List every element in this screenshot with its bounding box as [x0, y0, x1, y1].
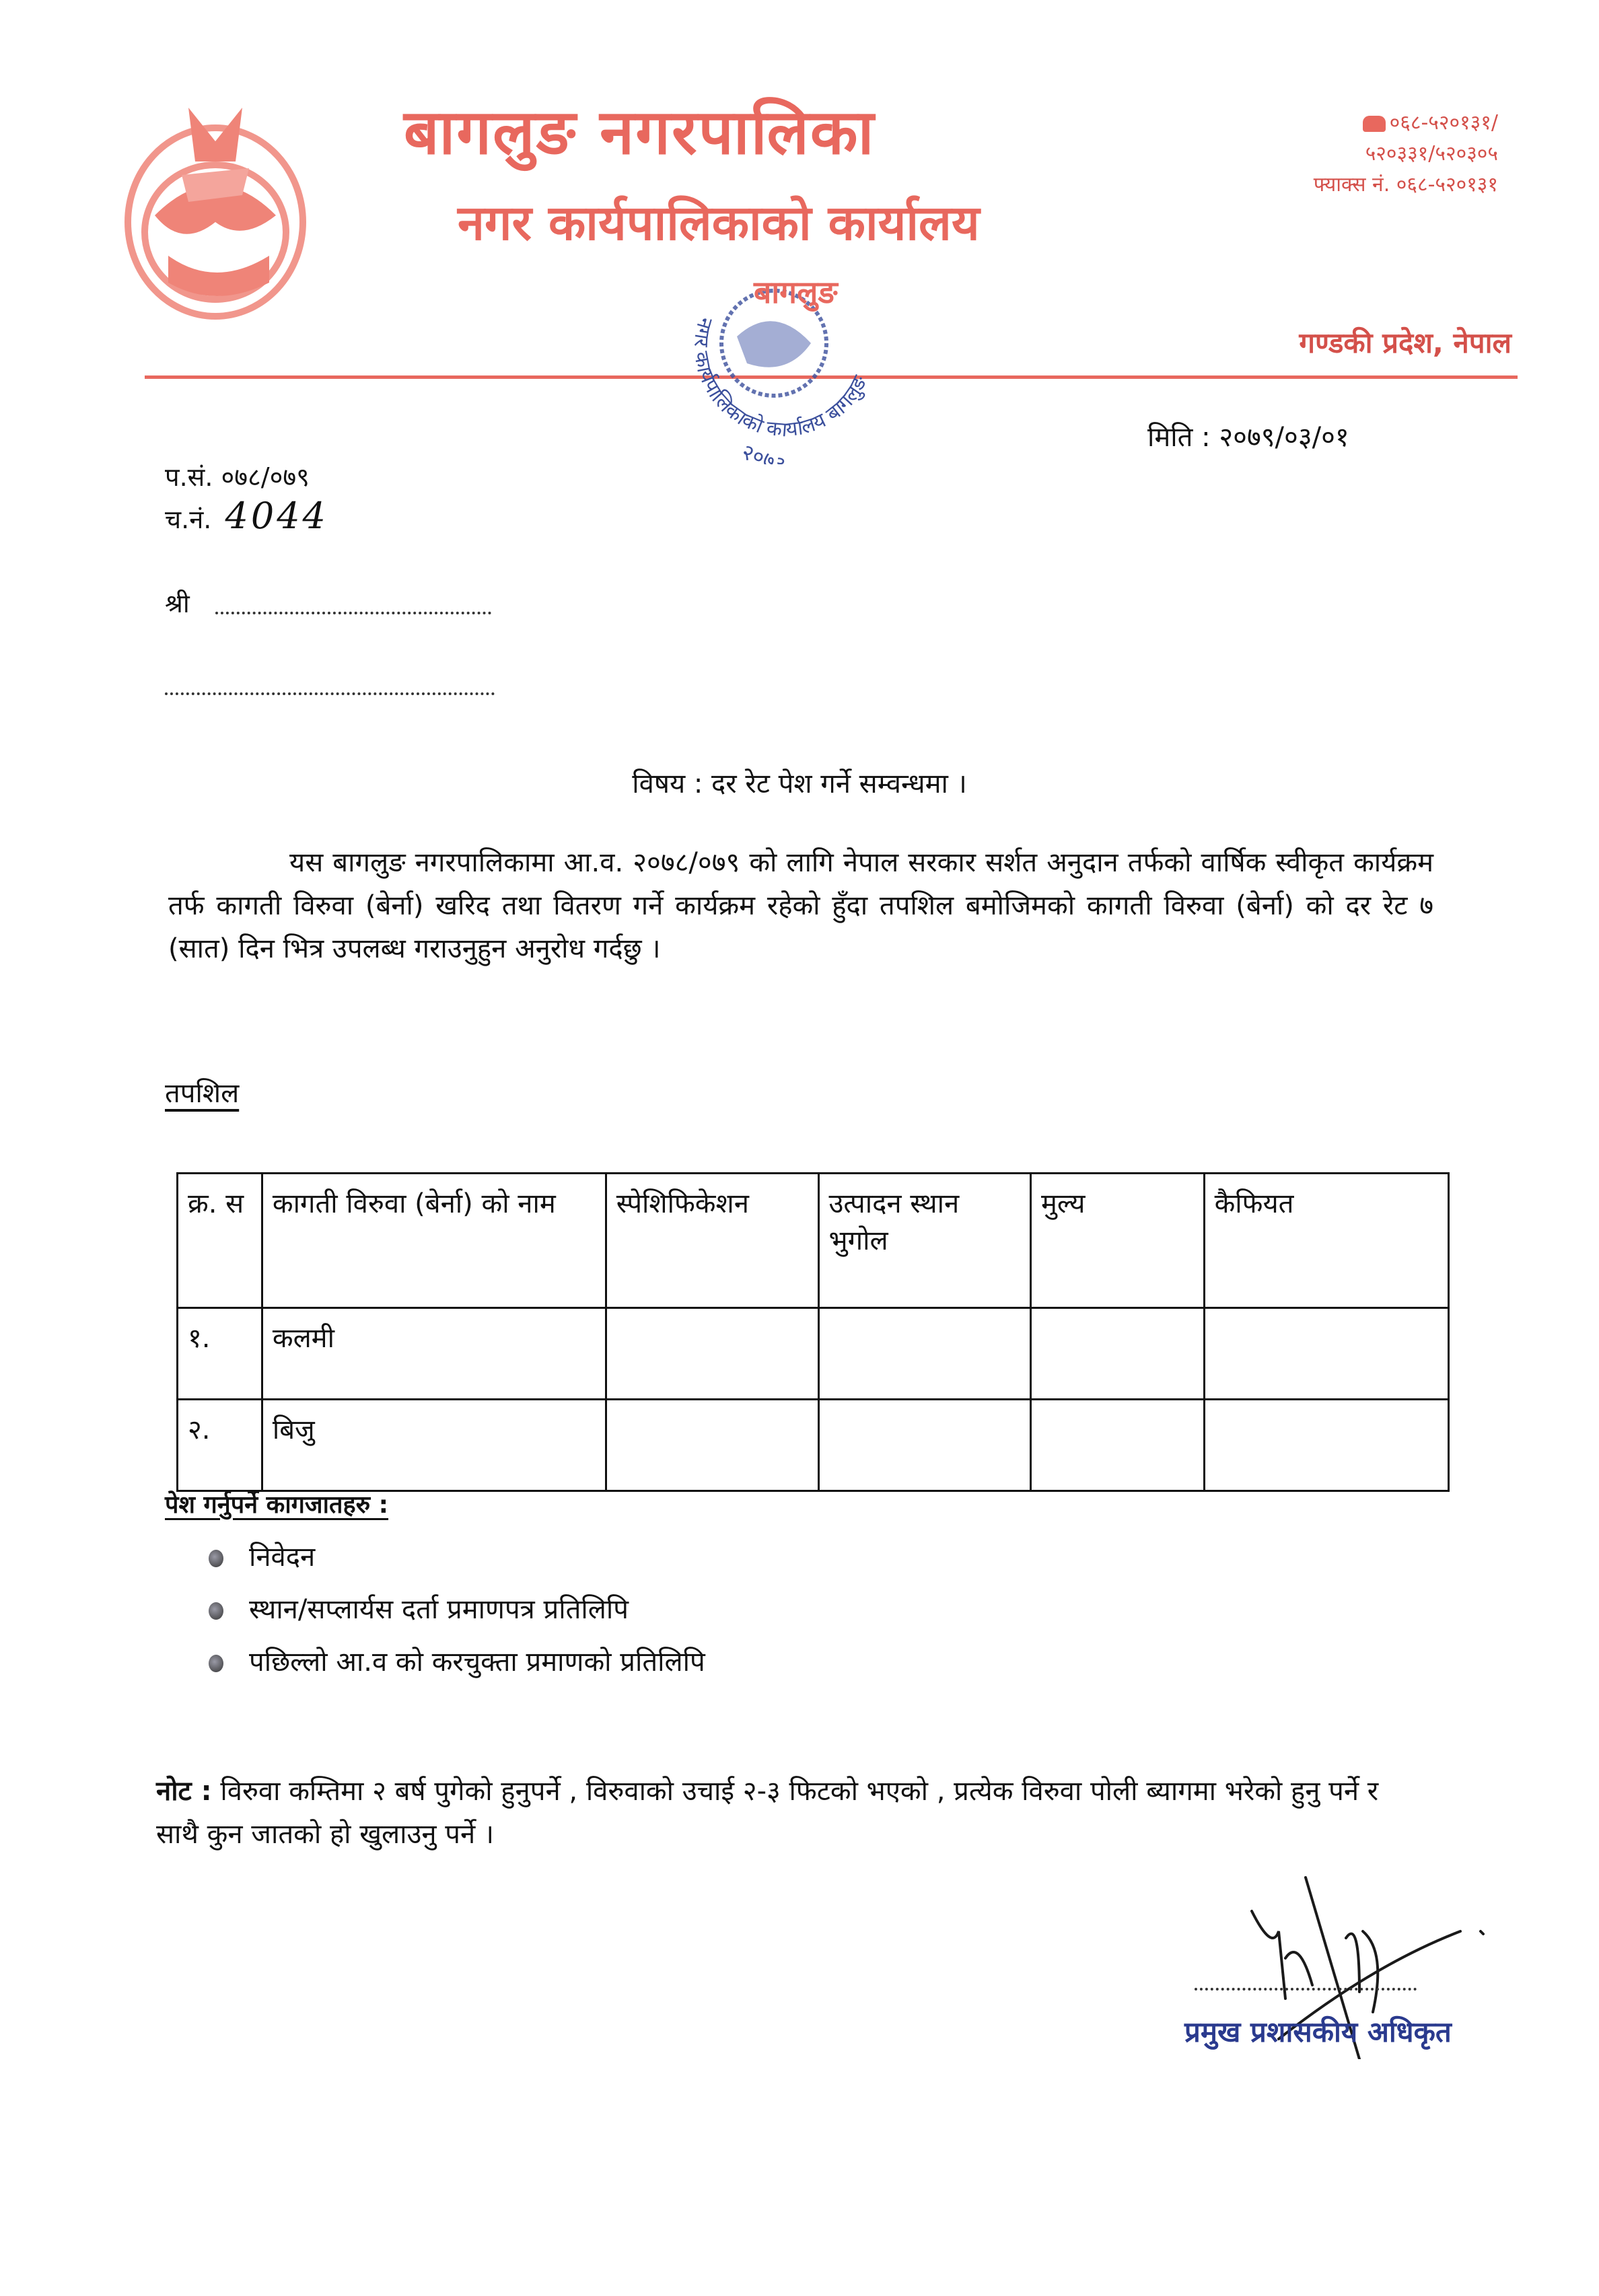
phone-line-1: ०६८-५२०१३१/ — [1389, 111, 1498, 135]
col-header-production-place: उत्पादन स्थान भुगोल — [818, 1174, 1031, 1308]
patra-sankhya-value: ०७८/०७९ — [221, 462, 310, 492]
cell-serial: १. — [178, 1308, 262, 1400]
municipality-name: बागलुङ नगरपालिका — [404, 96, 876, 168]
col-header-price: मुल्य — [1031, 1174, 1205, 1308]
col-header-plant-name: कागती विरुवा (बेर्ना) को नाम — [262, 1174, 606, 1308]
cell-specification — [606, 1308, 818, 1400]
required-documents-list — [209, 1531, 705, 1688]
details-heading: तपशिल — [165, 1078, 240, 1109]
note-label: नोट : — [156, 1776, 212, 1807]
list-item: पछिल्लो आ.व को करचुक्ता प्रमाणको प्रतिलिपि — [209, 1636, 705, 1688]
reference-block — [165, 458, 328, 539]
signatory-title: प्रमुख प्रशासकीय अधिकृत — [1184, 2015, 1452, 2048]
contact-info — [1314, 108, 1498, 201]
rate-table — [176, 1172, 1450, 1492]
note-text: विरुवा कम्तिमा २ बर्ष पुगेको हुनुपर्ने , विरुवाको उचाई २-३ फिटको भएको , प्रत्येक विरुवा पोली ब्यागमा भरेको हुनु पर्ने र साथै कुन जातको हो खुलाउनु पर्ने । — [156, 1776, 1379, 1850]
col-header-serial: क्र. स — [178, 1174, 262, 1308]
bullet-icon — [209, 1602, 223, 1620]
recipient-prefix: श्री — [165, 589, 190, 618]
cell-production-place — [818, 1400, 1031, 1491]
province-label: गण्डकी प्रदेश, नेपाल — [1299, 326, 1512, 359]
municipality-emblem-icon — [108, 87, 323, 330]
phone-line-2: ५२०३३१/५२०३०५ — [1365, 142, 1498, 166]
recipient-name-blank — [215, 609, 491, 614]
cell-plant-name: बिजु — [262, 1400, 606, 1491]
seal-ring-text: नगर कार्यपालिकाको कार्यालय बागलुङ — [688, 314, 872, 442]
date-label: मिति : — [1147, 422, 1211, 453]
patra-sankhya — [165, 458, 328, 497]
office-seal — [673, 262, 915, 464]
office-name: नगर कार्यपालिकाको कार्यालय — [458, 194, 980, 251]
fax-line: फ्याक्स नं. ०६८-५२०१३१ — [1313, 173, 1498, 196]
cell-specification — [606, 1400, 818, 1491]
cell-plant-name: कलमी — [262, 1308, 606, 1400]
table-row — [178, 1308, 1449, 1400]
letter-subject: विषय : दर रेट पेश गर्ने सम्वन्धमा । — [632, 768, 967, 799]
bullet-icon — [209, 1655, 223, 1672]
letter-date — [1147, 417, 1349, 454]
cell-production-place — [818, 1308, 1031, 1400]
required-documents-title: पेश गर्नुपर्ने कागजातहरु : — [165, 1491, 389, 1519]
date-value: २०७९/०३/०१ — [1219, 422, 1349, 453]
signature-line — [1195, 1985, 1417, 1990]
recipient-address-blank — [165, 690, 495, 695]
cell-price — [1031, 1308, 1205, 1400]
phone-icon — [1363, 116, 1386, 132]
bullet-icon — [209, 1550, 223, 1567]
seal-top-text: बागलुङ — [754, 274, 838, 310]
table-header-row — [178, 1174, 1449, 1308]
seal-year: २०७३ — [738, 438, 789, 464]
seal-stamp-icon — [673, 262, 915, 464]
patra-sankhya-label: प.सं. — [165, 462, 213, 492]
col-header-specification: स्पेशिफिकेशन — [606, 1174, 818, 1308]
note-block — [156, 1770, 1421, 1856]
cell-price — [1031, 1400, 1205, 1491]
letter-body: यस बागलुङ नगरपालिकामा आ.व. २०७८/०७९ को लागि नेपाल सरकार सर्शत अनुदान तर्फको वार्षिक स्वीकृत कार्यक्रम तर्फ कागती विरुवा (बेर्ना) खरिद तथा वितरण गर्ने कार्यक्रम रहेको हुँदा तपशिल बमोजिमको कागती विरुवा (बेर्ना) को दर रेट ७ (सात) दिन भित्र उपलब्ध गराउनुहुन अनुरोध गर्दछु । — [168, 847, 1433, 964]
cell-serial: २. — [178, 1400, 262, 1491]
col-header-remarks: कैफियत — [1204, 1174, 1448, 1308]
list-item: निवेदन — [209, 1531, 705, 1583]
chalani-label: च.नं. — [165, 505, 212, 534]
cell-remarks — [1204, 1400, 1448, 1491]
chalani-number — [165, 497, 328, 539]
table-row — [178, 1400, 1449, 1491]
list-item: स्थान/सप्लार्यस दर्ता प्रमाणपत्र प्रतिलिपि — [209, 1583, 705, 1636]
chalani-value: 4044 — [225, 495, 328, 537]
cell-remarks — [1204, 1308, 1448, 1400]
